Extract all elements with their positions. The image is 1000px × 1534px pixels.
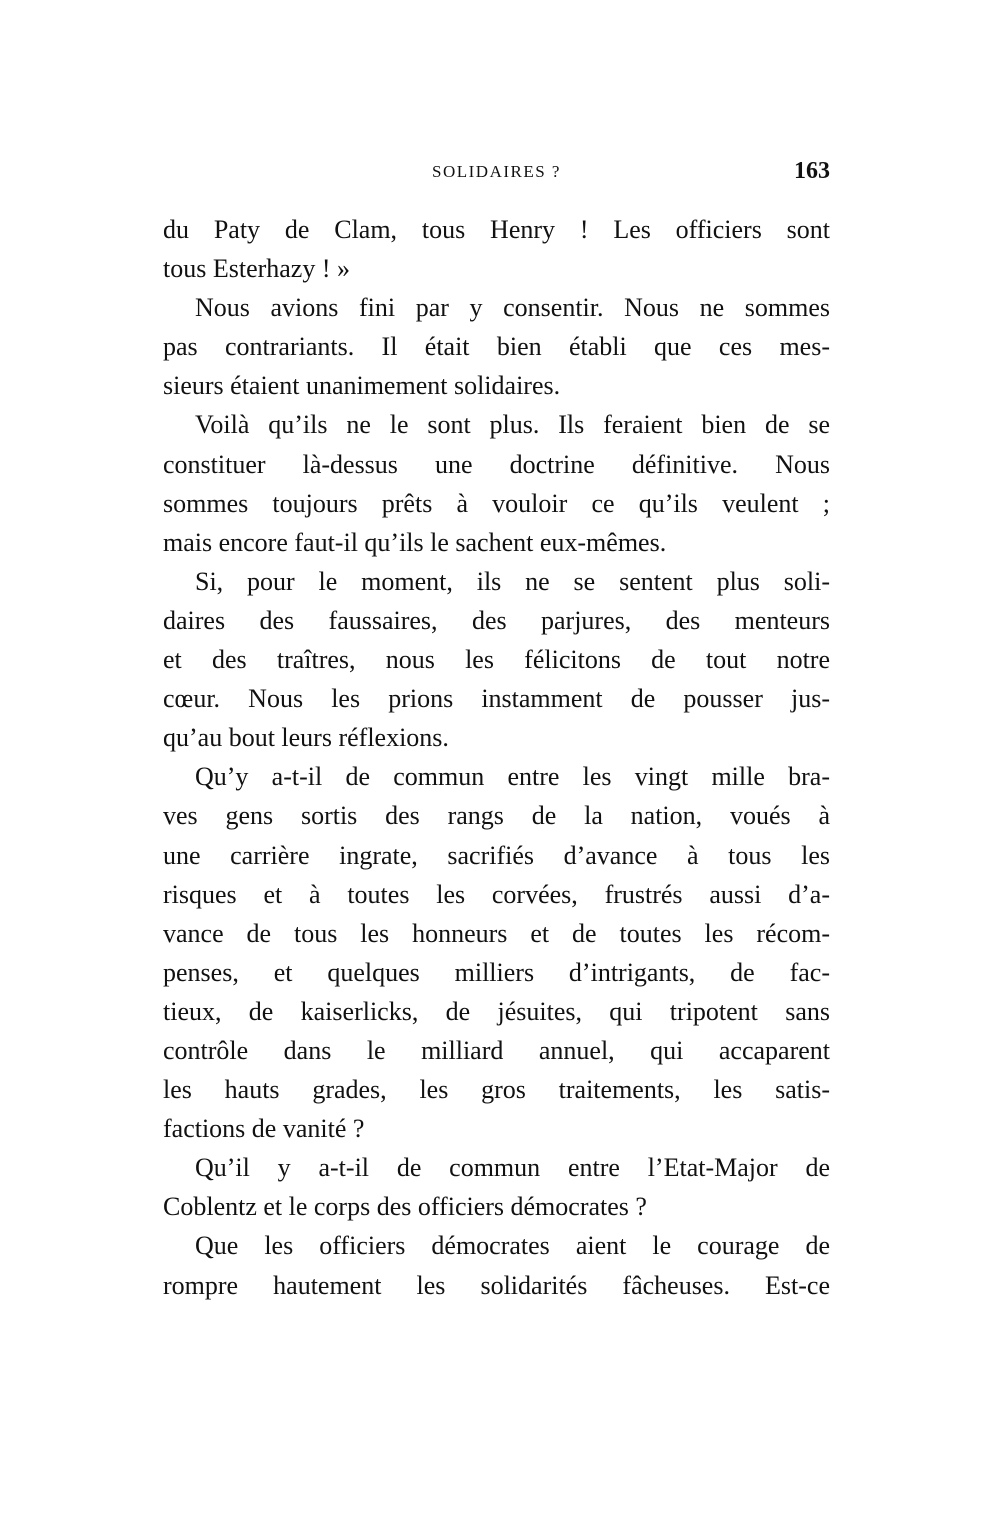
text-line: Si, pour le moment, ils ne se sentent plus soli- <box>195 566 830 596</box>
text-line: Qu’y a-t-il de commun entre les vingt mille bra- <box>195 762 830 792</box>
text-line: factions de vanité ? <box>163 1114 365 1144</box>
text-line: pas contrariants. Il était bien établi que ces mes- <box>163 332 830 362</box>
text-line: cœur. Nous les prions instamment de pousser jus- <box>163 684 830 714</box>
text-line: qu’au bout leurs réflexions. <box>163 723 449 753</box>
text-line: les hauts grades, les gros traitements, les satis- <box>163 1075 830 1105</box>
text-line: du Paty de Clam, tous Henry ! Les officiers sont <box>163 215 830 244</box>
text-line: tieux, de kaiserlicks, de jésuites, qui tripotent sans <box>163 996 830 1026</box>
body-text <box>163 210 830 1305</box>
text-line: vance de tous les honneurs et de toutes les récom- <box>163 918 830 948</box>
text-line: sieurs étaient unanimement solidaires. <box>163 371 561 401</box>
text-line: risques et à toutes les corvées, frustrés aussi d’a- <box>163 879 830 909</box>
text-line: Voilà qu’ils ne le sont plus. Ils feraient bien de se <box>195 410 830 440</box>
text-line: rompre hautement les solidarités fâcheuses. Est-ce <box>163 1270 830 1300</box>
running-title: SOLIDAIRES ? <box>432 162 561 181</box>
text-line: daires des faussaires, des parjures, des menteurs <box>163 605 830 635</box>
text-line: constituer là-dessus une doctrine définitive. Nous <box>163 449 830 479</box>
text-line: et des traîtres, nous les félicitons de tout notre <box>163 645 830 675</box>
text-line: ves gens sortis des rangs de la nation, voués à <box>163 801 830 831</box>
text-line: Qu’il y a-t-il de commun entre l’Etat-Major de <box>195 1153 830 1183</box>
text-line: Que les officiers démocrates aient le courage de <box>195 1231 830 1261</box>
text-line: tous Esterhazy ! » <box>163 254 351 284</box>
text-line: contrôle dans le milliard annuel, qui accaparent <box>163 1035 830 1065</box>
text-line: sommes toujours prêts à vouloir ce qu’ils veulent ; <box>163 488 830 518</box>
text-line: Nous avions fini par y consentir. Nous ne sommes <box>195 293 830 323</box>
text-line: penses, et quelques milliers d’intrigants, de fac- <box>163 957 830 987</box>
running-head <box>163 158 830 188</box>
text-line: une carrière ingrate, sacrifiés d’avance à tous les <box>163 840 830 870</box>
text-line: mais encore faut-il qu’ils le sachent eux-mêmes. <box>163 527 667 557</box>
text-line: Coblentz et le corps des officiers démocrates ? <box>163 1192 647 1222</box>
page-number: 163 <box>794 158 830 184</box>
